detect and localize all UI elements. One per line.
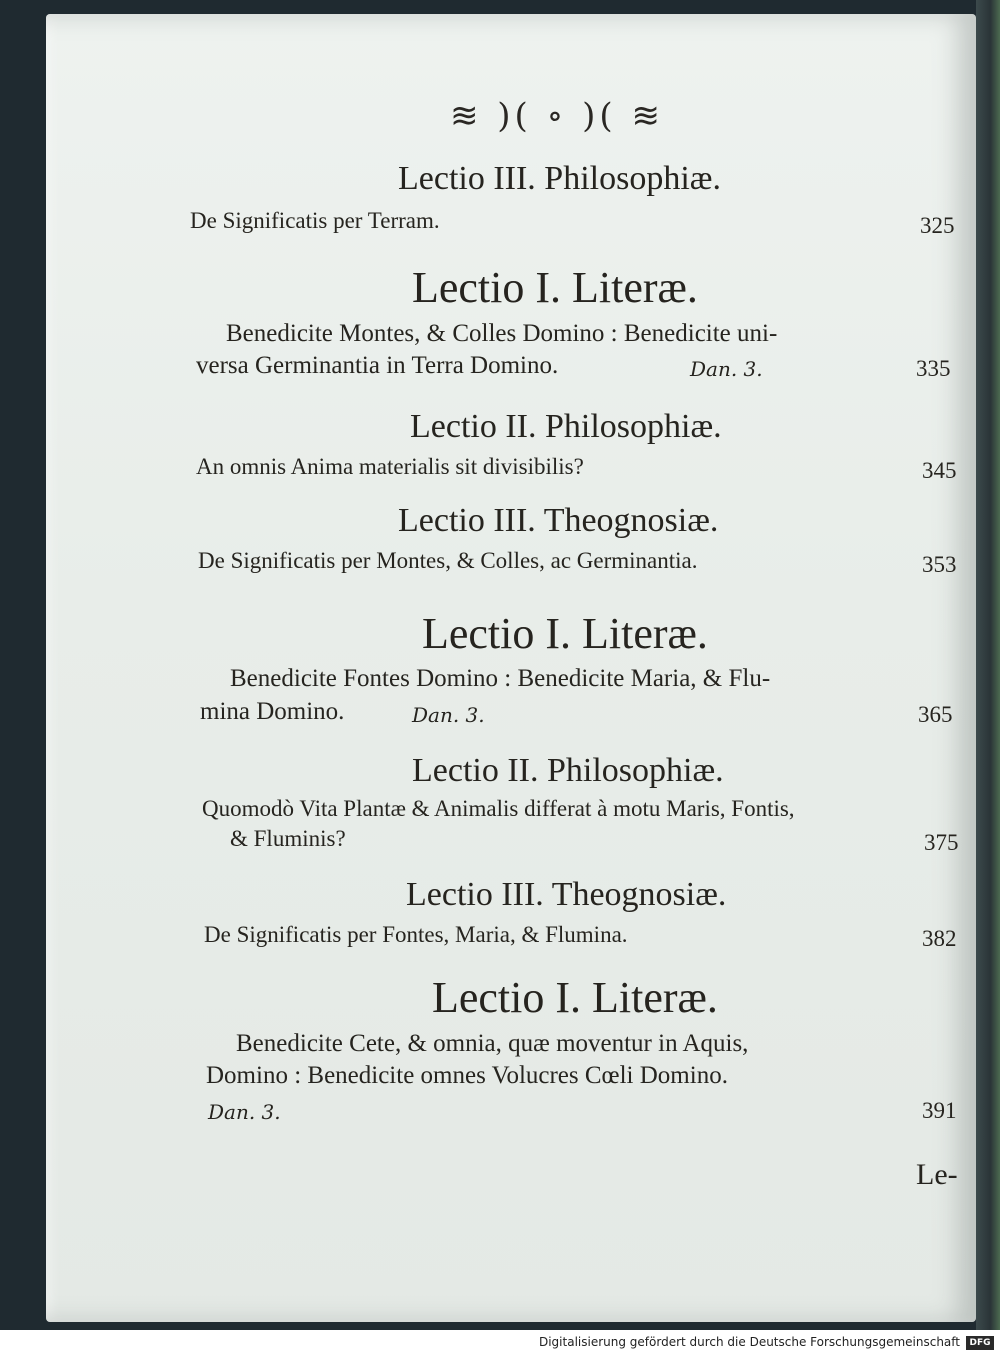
page-number: 375 — [924, 830, 959, 855]
citation: Dan. 3. — [412, 703, 485, 727]
entry-line: & Fluminis? — [230, 826, 346, 851]
citation: Dan. 3. — [208, 1100, 281, 1124]
entry-line: De Significatis per Terram. — [190, 208, 440, 233]
page-number: 353 — [922, 552, 957, 577]
page-number: 345 — [922, 458, 957, 483]
page-number: 335 — [916, 356, 951, 381]
entry-line: An omnis Anima materialis sit divisibilis? — [196, 454, 584, 479]
ornament-divider: ≋ )( ∘ )( ≋ — [450, 96, 664, 136]
entry-line: Benedicite Cete, & omnia, quæ moventur in Aquis, — [236, 1030, 749, 1057]
entry-line: Domino : Benedicite omnes Volucres Cœli Domino. — [206, 1062, 728, 1089]
section-heading: Lectio II. Philosophiæ. — [410, 408, 722, 445]
catchword: Le- — [916, 1158, 958, 1191]
section-heading: Lectio I. Literæ. — [432, 973, 718, 1022]
footer-bar — [0, 1330, 1000, 1356]
page-number: 365 — [918, 702, 953, 727]
section-heading: Lectio III. Theognosiæ. — [398, 502, 719, 539]
page-content — [150, 0, 980, 1300]
section-heading: Lectio III. Theognosiæ. — [406, 876, 727, 913]
dfg-logo: DFG — [966, 1336, 994, 1350]
section-heading: Lectio III. Philosophiæ. — [398, 160, 721, 197]
citation: Dan. 3. — [690, 357, 763, 381]
entry-line: Benedicite Fontes Domino : Benedicite Maria, & Flu- — [230, 665, 771, 692]
section-heading: Lectio I. Literæ. — [422, 609, 708, 658]
entry-line: Quomodò Vita Plantæ & Animalis differat à motu Maris, Fontis, — [202, 796, 795, 821]
entry-line: versa Germinantia in Terra Domino. — [196, 352, 559, 379]
section-heading: Lectio II. Philosophiæ. — [412, 752, 724, 789]
footer-credit: Digitalisierung gefördert durch die Deutsche Forschungsgemeinschaft — [538, 1335, 960, 1349]
entry-line: De Significatis per Fontes, Maria, & Flumina. — [204, 922, 628, 947]
page-number: 325 — [920, 213, 955, 238]
page-number: 391 — [922, 1098, 957, 1123]
section-heading: Lectio I. Literæ. — [412, 263, 698, 312]
entry-line: Benedicite Montes, & Colles Domino : Benedicite uni- — [226, 320, 778, 347]
page-number: 382 — [922, 926, 957, 951]
entry-line: De Significatis per Montes, & Colles, ac Germinantia. — [198, 548, 698, 573]
entry-line: mina Domino. — [200, 698, 345, 725]
